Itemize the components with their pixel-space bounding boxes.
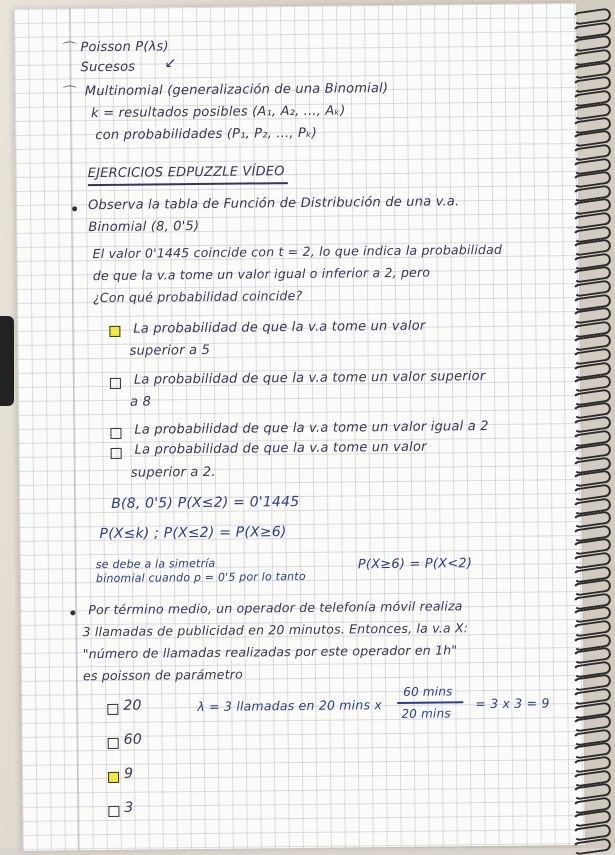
q2-line3: "número de llamadas realizadas por este operador en 1h" [82,642,458,662]
arrow-icon: ⌒ [62,85,77,102]
checkbox-q1-option2[interactable] [110,378,121,389]
title-underline [88,182,288,186]
q2-option4: 3 [124,799,134,816]
q2-line2: 3 llamadas de publicidad en 20 minutos. Entonces, la v.a X: [82,620,469,640]
q1-line5: ¿Con qué probabilidad coincide? [92,287,303,306]
checkbox-q2-option3[interactable] [108,772,119,783]
q1-work3b: binomial cuando p = 0'5 por lo tanto [95,569,306,586]
q1-option3: La probabilidad de que la v.a tome un valor igual a 2 [134,418,489,438]
q1-option2-cont: a 8 [130,394,152,410]
q2-calc-left: λ = 3 llamadas en 20 mins x [197,697,382,715]
checkbox-q2-option2[interactable] [108,738,119,749]
q2-calc-numerator: 60 mins [403,684,453,699]
section-title: EJERCICIOS EDPUZZLE VÍDEO [87,164,285,182]
q1-work2: P(X≤k) ; P(X≤2) = P(X≥6) [99,524,287,543]
q1-work1: B(8, 0'5) P(X≤2) = 0'1445 [111,493,300,512]
checkbox-q2-option1[interactable] [107,704,118,715]
pen [0,316,14,406]
q2-line4: es poisson de parámetro [82,666,244,684]
notebook-spiral [571,6,615,848]
checkbox-q1-option1[interactable] [109,326,120,337]
q1-work3c: P(X≥6) = P(X<2) [357,556,473,573]
note-poisson: Poisson P(λs) [80,39,169,56]
q2-calc-denominator: 20 mins [401,706,451,721]
q1-option2: La probabilidad de que la v.a tome un valor superior [133,369,486,388]
q1-line3: El valor 0'1445 coincide con t = 2, lo que indica la probabilidad [92,241,503,262]
checkbox-q1-option3[interactable] [110,428,121,439]
fraction-bar [397,701,463,703]
note-multinomial: Multinomial (generalización de una Binomial) [84,81,389,100]
q1-option4: La probabilidad de que la v.a tome un valor [134,439,427,458]
margin-line [69,8,79,850]
q1-option1-cont: superior a 5 [129,342,211,359]
q2-option1: 20 [123,697,142,714]
q2-line1: Por término medio, un operador de telefonía móvil realiza [88,598,463,618]
notebook-page [14,3,585,851]
bullet [72,206,77,211]
checkbox-q1-option4[interactable] [111,448,122,459]
q1-line4: de que la v.a tome un valor igual o inferior a 2, pero [92,264,431,284]
q1-line1: Observa la tabla de Función de Distribución de una v.a. [88,194,460,214]
note-probabilities: con probabilidades (P₁, P₂, ..., Pₖ) [95,125,318,144]
q2-calc-right: = 3 x 3 = 9 [475,695,550,712]
checkbox-q2-option4[interactable] [108,806,119,817]
arrow-icon: ⌒ [62,41,77,58]
q2-option2: 60 [123,731,142,748]
q1-option4-cont: superior a 2. [130,464,216,481]
note-k-results: k = resultados posibles (A₁, A₂, ..., Aₖ) [91,103,346,122]
bullet [70,610,75,615]
q2-option3: 9 [123,765,134,782]
q1-line2: Binomial (8, 0'5) [88,219,200,236]
note-sucesos: Sucesos [80,59,136,76]
q1-work3a: se debe a la simetría [95,556,216,572]
q1-option1: La probabilidad de que la v.a tome un valor [133,318,426,337]
arrow-down-icon: ↙ [164,55,177,72]
